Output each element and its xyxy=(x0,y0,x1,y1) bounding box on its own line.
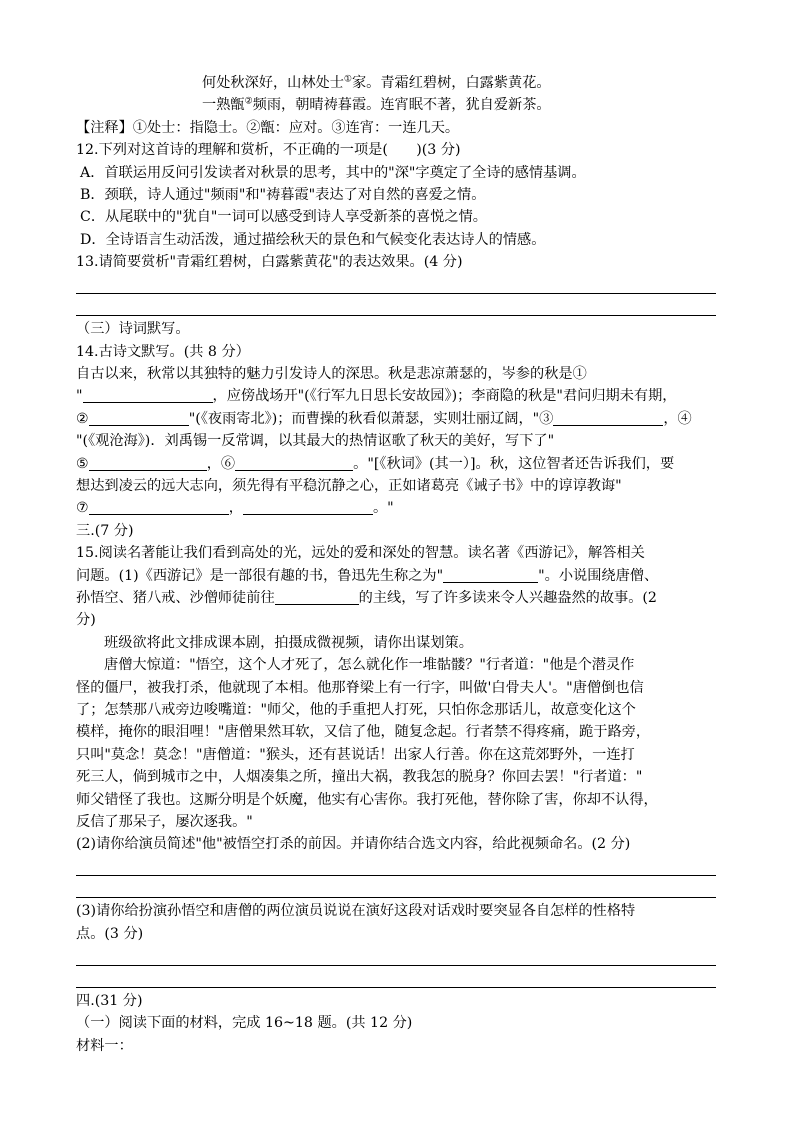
poem-text: 何处秋深好，山林处士 xyxy=(202,75,344,91)
blank-number: ② xyxy=(76,410,89,427)
poem-line-2 xyxy=(76,94,716,116)
question-12: 12.下列对这首诗的理解和赏析，不正确的一项是( )(3 分) xyxy=(76,142,461,159)
option-d: D．全诗语言生动活泼，通过描绘秋天的景色和气候变化表达诗人的情感。 xyxy=(80,231,546,248)
question-text: "。小说围绕唐僧、 xyxy=(538,567,659,584)
blank-15-1[interactable] xyxy=(443,566,538,583)
question-15-3: 点。(3 分) xyxy=(76,925,144,942)
section-title: （三）诗词默写。 xyxy=(76,321,190,338)
quote-mark: " xyxy=(76,388,83,405)
passage-line: 了；怎禁那八戒旁边唆嘴道："师父，他的手重把人打死，只怕你念那话儿，故意变化这个 xyxy=(76,701,636,718)
blank-6[interactable] xyxy=(235,454,353,471)
passage-line: 反信了那呆子，屡次逐我。" xyxy=(76,813,253,830)
question-15-2: (2)请你给演员简述"他"被悟空打杀的前因。并请你结合选文内容，给此视频命名。(2 分) xyxy=(76,836,631,853)
part-title: 三.(7 分) xyxy=(76,522,134,539)
poem-text: 家。青霜红碧树，白露紫黄花。 xyxy=(351,75,551,91)
intro-text: 班级欲将此文排成课本剧，拍摄成微视频，请你出谋划策。 xyxy=(104,634,473,651)
fill-text-part: 。" xyxy=(372,500,394,517)
question-15 xyxy=(76,565,716,587)
passage-line: 死三人，倘到城市之中，人烟凑集之所，撞出大祸，教我怎的脱身？你回去罢！"行者道：" xyxy=(76,769,643,786)
poem-text: 一熟甑 xyxy=(202,97,245,114)
fill-text: 想达到凌云的远大志向，须先得有平稳沉静之心，正如诸葛亮《诫子书》中的谆谆教诲" xyxy=(76,478,622,495)
answer-line[interactable] xyxy=(76,296,716,318)
fill-text-part: "(《夜雨寄北》)；而曹操的秋看似萧瑟，实则壮丽辽阔，"③ xyxy=(188,410,554,427)
material-label: 材料一： xyxy=(76,1037,133,1054)
fill-text: "(《观沧海》)．刘禹锡一反常调，以其最大的热情讴歌了秋天的美好，写下了" xyxy=(76,433,555,450)
blank-2[interactable] xyxy=(89,409,189,426)
question-13: 13.请简要赏析"青霜红碧树，白露紫黄花"的表达效果。(4 分) xyxy=(76,254,463,271)
blank-7a[interactable] xyxy=(89,498,229,515)
blank-number: ，④ xyxy=(663,410,692,427)
option-b: B．颈联，诗人通过"频雨"和"祷暮霞"表达了对自然的喜爱之情。 xyxy=(80,186,486,203)
answer-line[interactable] xyxy=(76,945,716,967)
passage-line: 怪的僵尸，被我打杀，他就现了本相。他那脊梁上有一行字，叫做'白骨夫人'。"唐僧倒也信 xyxy=(76,679,644,696)
question-14: 14.古诗文默写。(共 8 分） xyxy=(76,343,250,360)
passage-line: 唐僧大惊道："悟空，这个人才死了，怎么就化作一堆骷髅？"行者道："他是个潜灵作 xyxy=(104,657,635,674)
fill-text-part: ，应傍战场开"(《行军九日思长安故园》)；李商隐的秋是"君问归期未有期， xyxy=(212,388,677,405)
question-text: 问题。(1)《西游记》是一部很有趣的书，鲁迅先生称之为" xyxy=(76,567,444,584)
blank-number: ⑦ xyxy=(76,500,89,517)
answer-line[interactable] xyxy=(76,856,716,878)
passage-line: 师父错怪了我也。这厮分明是个妖魔，他实有心害你。我打死他，替你除了害，你却不认得， xyxy=(76,791,658,808)
blank-7b[interactable] xyxy=(243,498,373,515)
question-15 xyxy=(76,587,716,609)
option-c: C．从尾联中的"犹自"一词可以感受到诗人享受新茶的喜悦之情。 xyxy=(80,209,487,226)
fill-text: 自古以来，秋常以其独特的魅力引发诗人的深思。秋是悲凉萧瑟的，岑参的秋是① xyxy=(76,366,587,383)
question-15: 15.阅读名著能让我们看到高处的光，远处的爱和深处的智慧。读名著《西游记》，解答相关 xyxy=(76,545,645,562)
fill-text-part: ， xyxy=(228,500,243,517)
question-text: 孙悟空、猪八戒、沙僧师徒前往 xyxy=(76,589,275,606)
passage-line: 模样，掩你的眼泪哩！"唐僧果然耳软，又信了他，随复念起。行者禁不得疼痛，跪于路旁， xyxy=(76,724,651,741)
exam-page xyxy=(76,72,716,1057)
option-a: A．首联运用反问引发读者对秋景的思考，其中的"深"字奠定了全诗的感情基调。 xyxy=(80,164,586,181)
blank-number: ⑤ xyxy=(76,455,89,472)
poem-line-1 xyxy=(76,72,716,94)
question-text: 的主线，写了许多读来令人兴趣盎然的故事。(2 xyxy=(358,589,657,606)
section-title: （一）阅读下面的材料，完成 16~18 题。(共 12 分) xyxy=(76,1015,413,1032)
fill-text xyxy=(76,385,716,407)
poem-notes: 【注释】①处士：指隐士。②甑：应对。③连宵：一连几天。 xyxy=(76,119,460,136)
passage-line: 只叫"莫念！莫念！"唐僧道："猴头，还有甚说话！出家人行善。你在这荒郊野外，一连打 xyxy=(76,746,635,763)
blank-number: ，⑥ xyxy=(206,455,236,472)
fill-text xyxy=(76,453,716,475)
fill-text-part: 。"[《秋词》(其一）]。秋，这位智者还告诉我们，要 xyxy=(353,455,675,472)
footnote-mark: ① xyxy=(343,74,352,85)
blank-15-2[interactable] xyxy=(275,588,359,605)
answer-line[interactable] xyxy=(76,968,716,990)
blank-1[interactable] xyxy=(83,386,213,403)
fill-text xyxy=(76,497,716,519)
fill-text xyxy=(76,408,716,430)
answer-line[interactable] xyxy=(76,274,716,296)
part-title: 四.(31 分) xyxy=(76,993,143,1010)
blank-5[interactable] xyxy=(89,454,207,471)
poem-text: 频雨，朝晴祷暮霞。连宵眠不著，犹自爱新茶。 xyxy=(252,97,551,114)
footnote-mark: ② xyxy=(244,96,253,107)
question-15: 分) xyxy=(76,612,96,629)
blank-3[interactable] xyxy=(553,409,663,426)
question-15-3: (3)请你给扮演孙悟空和唐僧的两位演员说说在演好这段对话戏时要突显各自怎样的性格特 xyxy=(76,903,636,920)
answer-line[interactable] xyxy=(76,878,716,900)
